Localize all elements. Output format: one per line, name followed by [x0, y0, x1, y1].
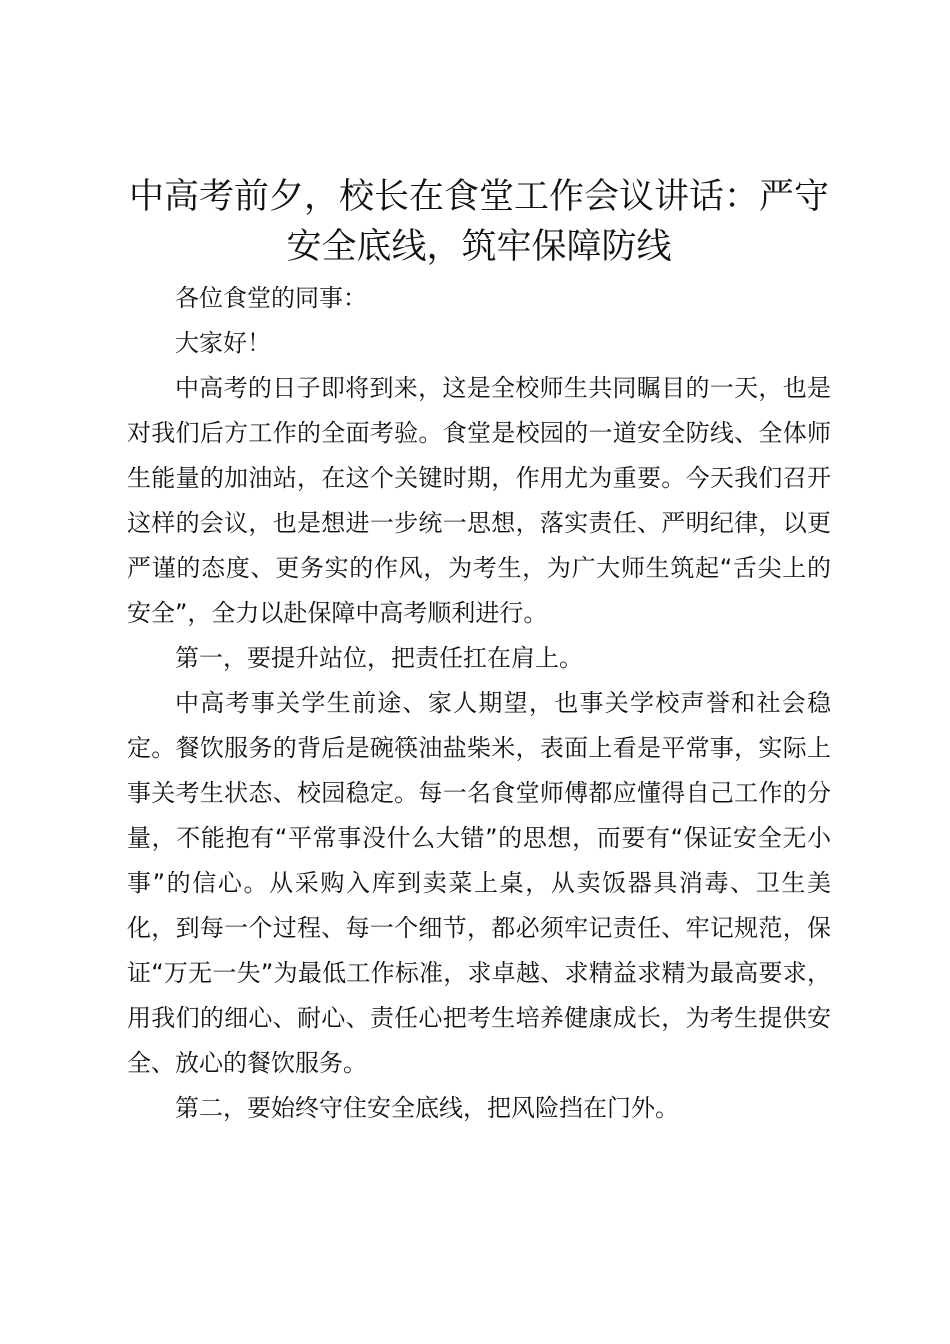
- document-title: [127, 172, 831, 272]
- section-1-paragraph: 中高考事关学生前途、家人期望，也事关学校声誉和社会稳定。餐饮服务的背后是碗筷油盐柴米，表面上看是平常事，实际上事关考生状态、校园稳定。每一名食堂师傅都应懂得自己工作的分量，不能抱有“平常事没什么大错”的思想，而要有“保证安全无小事”的信心。从采购入库到卖菜上桌，从卖饭器具消毒、卫生美化，到每一个过程、每一个细节，都必须牢记责任、牢记规范，保证“万无一失”为最低工作标准，求卓越、求精益求精为最高要求，用我们的细心、耐心、责任心把考生培养健康成长，为考生提供安全、放心的餐饮服务。: [127, 689, 831, 1077]
- title-line-1: 中高考前夕，校长在食堂工作会议讲话：严守: [128, 177, 829, 217]
- greeting: 大家好！: [175, 329, 271, 357]
- document-body: [127, 276, 831, 1131]
- section-1-heading: 第一，要提升站位，把责任扛在肩上。: [175, 644, 583, 672]
- intro-paragraph: 中高考的日子即将到来，这是全校师生共同瞩目的一天，也是对我们后方工作的全面考验。食堂是校园的一道安全防线、全体师生能量的加油站，在这个关键时期，作用尤为重要。今天我们召开这样的会议，也是想进一步统一思想，落实责任、严明纪律，以更严谨的态度、更务实的作风，为考生，为广大师生筑起“舌尖上的安全”，全力以赴保障中高考顺利进行。: [127, 374, 831, 627]
- title-line-2: 安全底线，筑牢保障防线: [286, 227, 672, 267]
- document-page: [127, 172, 831, 1131]
- salutation: 各位食堂的同事：: [175, 284, 367, 312]
- section-2-heading: 第二，要始终守住安全底线，把风险挡在门外。: [175, 1094, 679, 1122]
